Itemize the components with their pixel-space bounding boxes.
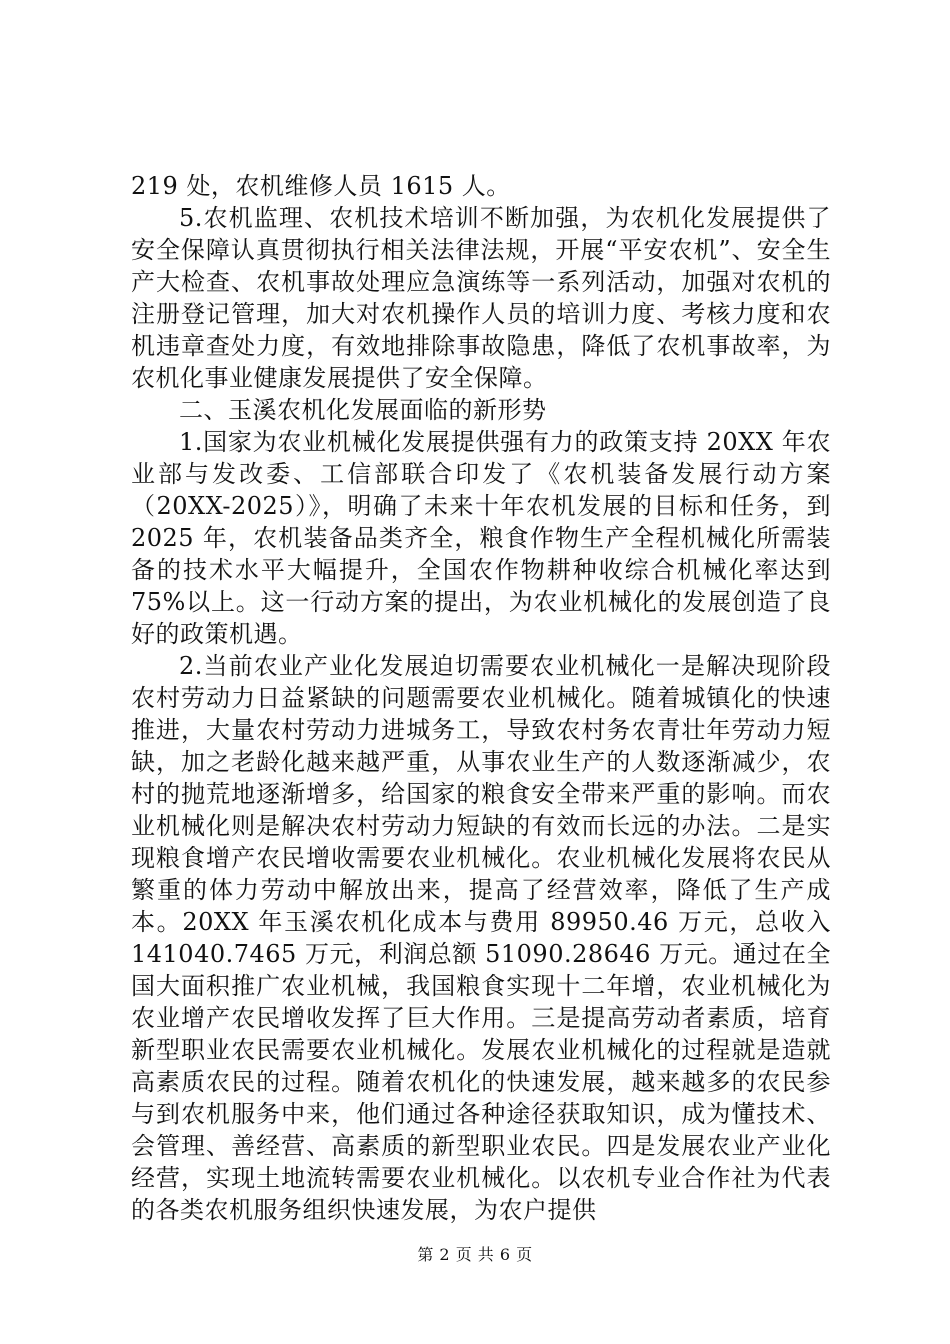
document-body (131, 170, 831, 1226)
page-number-footer: 第 2 页 共 6 页 (417, 1245, 533, 1264)
section-heading-new-situation: 二、玉溪农机化发展面临的新形势 (179, 396, 547, 424)
paragraph-safety-supervision: 5.农机监理、农机技术培训不断加强，为农机化发展提供了安全保障认真贯彻执行相关法律法规，开展“平安农机”、安全生产大检查、农机事故处理应急演练等一系列活动，加强对农机的注册登记管理，加大对农机操作人员的培训力度、考核力度和农机违章查处力度，有效地排除事故隐患，降低了农机事故率，为农机化事业健康发展提供了安全保障。 (131, 204, 831, 392)
paragraph-repair-stats: 219 处，农机维修人员 1615 人。 (131, 172, 511, 200)
paragraph-policy-support: 1.国家为农业机械化发展提供强有力的政策支持 20XX 年农业部与发改委、工信部联合印发了《农机装备发展行动方案（20XX-2025）》，明确了未来十年农机发展的目标和任务，到 2025 年，农机装备品类齐全，粮食作物生产全程机械化所需装备的技术水平大幅提升，全国农作物耕种收综合机械化率达到 75%以上。这一行动方案的提出，为农业机械化的发展创造了良好的政策机遇。 (131, 428, 831, 648)
paragraph-industrialization-need: 2.当前农业产业化发展迫切需要农业机械化一是解决现阶段农村劳动力日益紧缺的问题需要农业机械化。随着城镇化的快速推进，大量农村劳动力进城务工，导致农村务农青壮年劳动力短缺，加之老龄化越来越严重，从事农业生产的人数逐渐减少，农村的抛荒地逐渐增多，给国家的粮食安全带来严重的影响。而农业机械化则是解决农村劳动力短缺的有效而长远的办法。二是实现粮食增产农民增收需要农业机械化。农业机械化发展将农民从繁重的体力劳动中解放出来，提高了经营效率，降低了生产成本。20XX 年玉溪农机化成本与费用 89950.46 万元，总收入 141040.7465 万元，利润总额 51090.28646 万元。通过在全国大面积推广农业机械，我国粮食实现十二年增，农业机械化为农业增产农民增收发挥了巨大作用。三是提高劳动者素质，培育新型职业农民需要农业机械化。发展农业机械化的过程就是造就高素质农民的过程。随着农机化的快速发展，越来越多的农民参与到农机服务中来，他们通过各种途径获取知识，成为懂技术、会管理、善经营、高素质的新型职业农民。四是发展农业产业化经营，实现土地流转需要农业机械化。以农机专业合作社为代表的各类农机服务组织快速发展，为农户提供 (131, 652, 831, 1224)
